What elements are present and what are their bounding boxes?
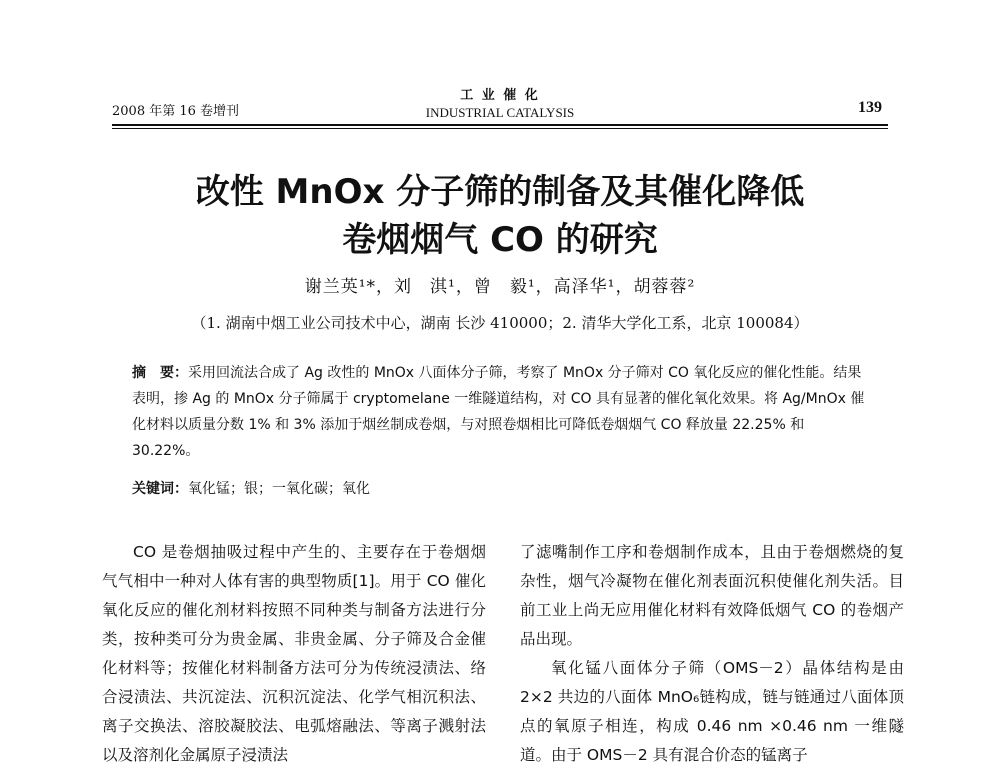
- body-paragraph: 氧化锰八面体分子筛（OMS－2）晶体结构是由 2×2 共边的八面体 MnO₆链构成，链与链通过八面体顶点的氧原子相连，构成 0.46 nm ×0.46 nm 一维隧道。由于 OMS－2 具有混合价态的锰离子: [520, 659, 904, 764]
- abstract-label: 摘 要：: [132, 365, 188, 381]
- title-line-1: 改性 MnOx 分子筛的制备及其催化降低: [195, 172, 805, 212]
- issue-info: 2008 年第 16 卷增刊: [112, 104, 240, 119]
- journal-name-cn: 工 业 催 化: [460, 88, 540, 103]
- header-rule: [112, 124, 888, 126]
- running-header: [112, 70, 888, 130]
- body-paragraph: CO 是卷烟抽吸过程中产生的、主要存在于卷烟烟气气相中一种对人体有害的典型物质[1]。用于 CO 催化氧化反应的催化剂材料按照不同种类与制备方法进行分类，按种类可分为贵金属、非贵金属、分子筛及合金催化材料等；按催化材料制备方法可分为传统浸渍法、络合浸渍法、共沉淀法、沉积沉淀法、化学气相沉积法、离子交换法、溶胶凝胶法、电弧熔融法、等离子溅射法以及溶剂化金属原子浸渍法: [102, 543, 486, 764]
- body-column-left: [102, 538, 486, 770]
- abstract: [132, 360, 868, 464]
- title-line-2: 卷烟烟气 CO 的研究: [342, 220, 658, 260]
- keywords-text: 氧化锰；银；一氧化碳；氧化: [188, 481, 370, 497]
- abstract-text: 采用回流法合成了 Ag 改性的 MnOx 八面体分子筛，考察了 MnOx 分子筛对 CO 氧化反应的催化性能。结果表明，掺 Ag 的 MnOx 分子筛属于 cryptomelane 一维隧道结构，对 CO 具有显著的催化氧化效果。将 Ag/MnOx 催化材料以质量分数 1% 和 3% 添加于烟丝制成卷烟，与对照卷烟相比可降低卷烟烟气 CO 释放量 22.25% 和 30.22%。: [132, 365, 865, 459]
- body-paragraph: 了滤嘴制作工序和卷烟制作成本，且由于卷烟燃烧的复杂性，烟气冷凝物在催化剂表面沉积使催化剂失活。目前工业上尚无应用催化材料有效降低烟气 CO 的卷烟产品出现。: [520, 543, 904, 648]
- keywords-label: 关键词：: [132, 481, 188, 497]
- journal-name: [112, 84, 888, 121]
- keywords: [132, 478, 868, 498]
- affiliation: （1. 湖南中烟工业公司技术中心，湖南 长沙 410000；2. 清华大学化工系，北京 100084）: [191, 314, 809, 332]
- journal-name-en: INDUSTRIAL CATALYSIS: [425, 105, 575, 120]
- article-title: [0, 168, 1000, 264]
- header-rule-thin: [112, 128, 888, 129]
- page-number: 139: [858, 99, 882, 116]
- body-column-right: [520, 538, 904, 770]
- authors: 谢兰英¹*，刘 淇¹，曾 毅¹，高泽华¹，胡蓉蓉²: [304, 277, 696, 297]
